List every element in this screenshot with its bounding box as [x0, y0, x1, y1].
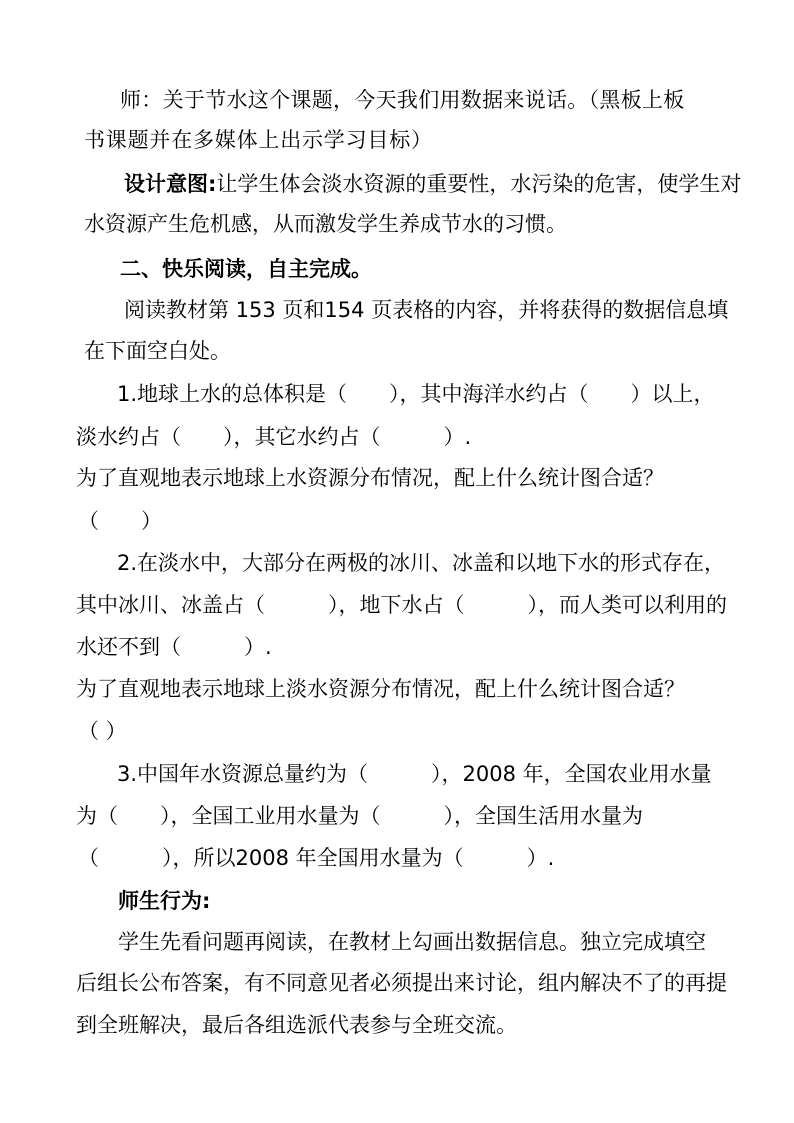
behavior-line-1: 学生先看问题再阅读，在教材上勾画出数据信息。独立完成填空: [118, 930, 706, 954]
question-2-line-3: 水还不到（ ）.: [76, 635, 272, 659]
design-intent-line-1: [124, 171, 741, 197]
design-intent-label: 设计意图:: [124, 172, 217, 196]
question-3-line-1: 3.中国年水资源总量约为（ ），2008 年，全国农业用水量: [117, 762, 712, 786]
question-1-line-2: 淡水约占（ ），其它水约占（ ）.: [76, 425, 472, 449]
design-intent-line-2: 水资源产生危机感，从而激发学生养成节水的习惯。: [84, 212, 567, 236]
section-heading-2: 二、快乐阅读，自主完成。: [120, 257, 372, 281]
question-1-line-1: 1.地球上水的总体积是（ ），其中海洋水约占（ ）以上，: [117, 382, 715, 406]
design-intent-text: 让学生体会淡水资源的重要性，水污染的危害，使学生对: [216, 172, 742, 196]
teacher-intro-line-2: 书课题并在多媒体上出示学习目标）: [84, 128, 433, 152]
question-2-chart-blank: （ ）: [78, 719, 127, 743]
behavior-line-3: 到全班解决，最后各组选派代表参与全班交流。: [76, 1013, 517, 1037]
question-3-line-2: 为（ ），全国工业用水量为（ ），全国生活用水量为: [76, 804, 643, 828]
question-1-chart-blank: （ ）: [78, 509, 162, 533]
reading-instruction-line-2: 在下面空白处。: [84, 339, 231, 363]
question-2-chart-prompt: 为了直观地表示地球上淡水资源分布情况，配上什么统计图合适？: [76, 677, 685, 701]
question-1-chart-prompt: 为了直观地表示地球上水资源分布情况，配上什么统计图合适？: [76, 466, 664, 490]
question-3-line-3: （ ），所以2008 年全国用水量为（ ）.: [78, 846, 555, 870]
reading-instruction-line-1: 阅读教材第 153 页和154 页表格的内容，并将获得的数据信息填: [124, 298, 729, 322]
teacher-intro-line-1: 师：关于节水这个课题，今天我们用数据来说话。（黑板上板: [120, 88, 685, 112]
teacher-student-behavior-heading: 师生行为:: [118, 889, 211, 913]
question-2-line-1: 2.在淡水中，大部分在两极的冰川、冰盖和以地下水的形式存在，: [117, 551, 726, 575]
question-2-line-2: 其中冰川、冰盖占（ ），地下水占（ ），而人类可以利用的: [76, 593, 727, 617]
behavior-line-2: 后组长公布答案，有不同意见者必须提出来讨论，组内解决不了的再提: [76, 971, 727, 995]
